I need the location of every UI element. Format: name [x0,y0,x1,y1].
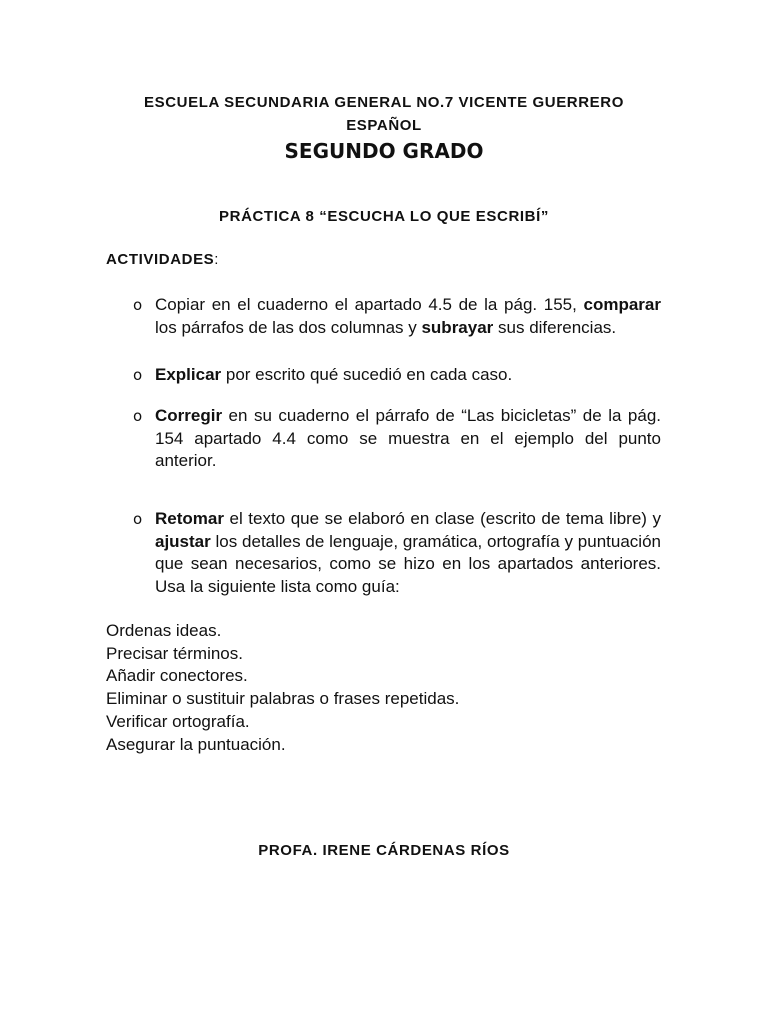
teacher-signature: PROFA. IRENE CÁRDENAS RÍOS [258,842,510,859]
activity-item-1-text [155,294,661,339]
activity-keyword: comparar [583,295,661,314]
activities-heading [106,251,219,268]
checklist-item: Ordenas ideas. [106,621,222,640]
activity-text: el texto que se elaboró en clase (escrito de tema libre) y [223,509,661,528]
activity-text: por escrito qué sucedió en cada caso. [221,365,513,384]
activities-label: ACTIVIDADES [106,251,215,268]
subject-title: ESPAÑOL [346,117,422,134]
activity-text: los párrafos de las dos columnas y [155,317,422,337]
checklist-item: Verificar ortografía. [106,711,250,731]
activity-item-4-text [155,508,661,598]
activity-text: en su cuaderno el párrafo de “Las bicicletas” de la pág. 154 apartado 4.4 como se muestra en el ejemplo del punto anterior. [155,406,661,470]
checklist-item: Eliminar o sustituir palabras o frases repetidas. [106,689,460,709]
bullet-marker: o [133,510,143,528]
activity-text: los detalles de lenguaje, gramática, ortografía y puntuación que sean necesarios, como se hizo en los apartados anteriores. Usa la siguiente lista como guía: [155,531,661,596]
review-checklist [106,620,459,756]
activities-colon: : [214,251,220,268]
activity-item-2-text [155,364,661,387]
activity-text: sus diferencias. [493,317,617,337]
practice-title: PRÁCTICA 8 “ESCUCHA LO QUE ESCRIBÍ” [219,208,549,225]
activity-keyword: Retomar [155,509,224,528]
activity-text: Copiar en el cuaderno el apartado 4.5 de la pág. 155, [155,295,577,314]
school-name: ESCUELA SECUNDARIA GENERAL NO.7 VICENTE GUERRERO [144,94,624,111]
activity-item-3-text [155,405,661,473]
grade-title: SEGUNDO GRADO [284,139,484,163]
bullet-marker: o [133,407,143,425]
checklist-item: Asegurar la puntuación. [106,734,286,754]
activity-keyword: Corregir [155,406,223,425]
checklist-item: Precisar términos. [106,643,243,663]
activity-keyword: ajustar [155,531,211,551]
activity-keyword: subrayar [421,317,494,337]
bullet-marker: o [133,366,143,384]
activity-keyword: Explicar [155,365,222,384]
bullet-marker: o [133,296,143,314]
checklist-item: Añadir conectores. [106,666,248,686]
